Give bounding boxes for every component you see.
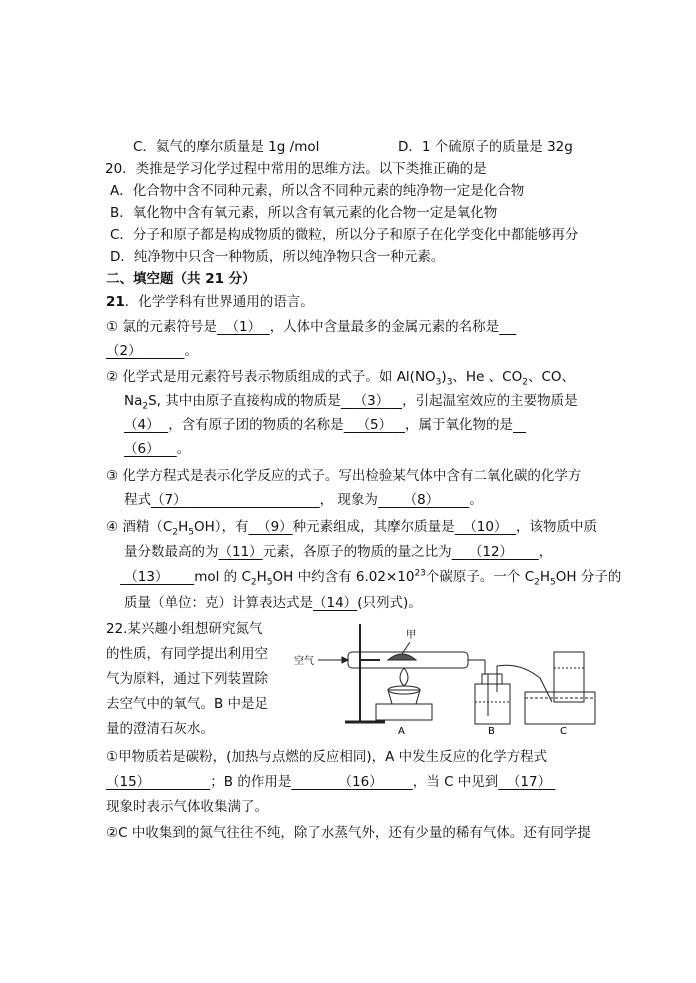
blank-13[interactable]: （13） xyxy=(124,569,169,585)
blank-7[interactable]: （7） xyxy=(151,492,187,508)
q22-part1-line2: （15） ；B 的作用是 （16） ，当 C 中见到 （17） xyxy=(106,773,555,791)
q20-stem: 20．类推是学习化学过程中常用的思维方法。以下类推正确的是 xyxy=(105,161,487,177)
q21-part4-line3: （13） mol 的 $C_2H_5OH$ 中约含有 $6.02\times 10^{23}$个碳原子。一个 $C_2H_5OH$ 分子的 xyxy=(120,568,621,586)
label-c: C xyxy=(560,726,567,737)
q21-part2-line1: ② 化学式是用元素符号表示物质组成的式子。如 $Al(NO_3)_3$、He 、$CO_2$、CO、 xyxy=(106,369,576,388)
blank-3[interactable]: （3） xyxy=(353,393,390,409)
q21-part1-line1: ① 氯的元素符号是 （1） ，人体中含量最多的金属元素的名称是 xyxy=(106,319,500,335)
blank-11[interactable]: （11） xyxy=(218,544,263,560)
q20-option-b: B．氧化物中含有氧元素，所以含有氧元素的化合物一定是氧化物 xyxy=(110,205,498,221)
blank-1[interactable]: （1） xyxy=(225,319,262,335)
q22-part1-line3: 现象时表示气体收集满了。 xyxy=(106,799,268,815)
blank-8[interactable]: （8） xyxy=(403,492,440,508)
q21-part4-line2: 量分数最高的为（11）元素，各原子的物质的量之比为 （12） ， xyxy=(124,544,553,560)
q22-intro-line3: 气为原料，通过下列装置除 xyxy=(106,671,268,687)
q21-part2-line2: $Na_2S$, 其中由原子直接构成的物质是 （3） ，引起温室效应的主要物质是 xyxy=(124,393,578,412)
q22-intro-line1: 22.某兴趣小组想研究氮气 xyxy=(106,621,263,637)
blank-12[interactable]: （12） xyxy=(468,544,514,560)
section-title: 二、填空题（共 21 分） xyxy=(106,271,256,287)
label-a: A xyxy=(398,726,405,737)
q21-part3-line1: ③ 化学方程式是表示化学反应的式子。写出检验某气体中含有二氧化碳的化学方 xyxy=(106,468,582,484)
q22-intro-line2: 的性质，有同学提出利用空 xyxy=(106,646,268,662)
label-b: B xyxy=(488,726,495,737)
blank-16[interactable]: （16） xyxy=(338,774,383,790)
q22-intro-line5: 量的澄清石灰水。 xyxy=(106,721,214,737)
blank-17[interactable]: （17） xyxy=(506,774,552,790)
q21-part1-line2: （2） 。 xyxy=(106,343,199,359)
q21-part4-line1: ④ 酒精$(C_2H_5OH)$，有 （9）种元素组成，其摩尔质量是 （10） ，该物质中质 xyxy=(106,519,598,538)
blank-9[interactable]: （9） xyxy=(257,519,293,535)
q19-option-c: C．氦气的摩尔质量是 1g /mol xyxy=(133,139,320,155)
q21-part4-line4: 质量（单位：克）计算表达式是（14）(只列式)。 xyxy=(124,595,422,611)
q20-option-c: C．分子和原子都是构成物质的微粒，所以分子和原子在化学变化中都能够再分 xyxy=(110,227,579,243)
q21-part2-line3: （4） ，含有原子团的物质的名称是 （5） ，属于氧化物的是 xyxy=(124,417,514,433)
q22-part1-line1: ①甲物质若是碳粉，(加热与点燃的反应相同)，A 中发生反应的化学方程式 xyxy=(106,749,548,765)
blank-4[interactable]: （4） xyxy=(124,417,160,433)
q21-part2-line4: （6） 。 xyxy=(124,441,191,457)
q22-intro-line4: 去空气中的氧气。B 中是足 xyxy=(106,696,269,712)
air-label: 空气 xyxy=(294,656,314,667)
jia-label: 甲 xyxy=(406,630,416,641)
blank-14[interactable]: （14） xyxy=(313,595,358,611)
q20-option-a: A．化合物中含不同种元素，所以含不同种元素的纯净物一定是化合物 xyxy=(110,183,525,199)
blank-5[interactable]: （5） xyxy=(356,417,393,433)
blank-2[interactable]: （2） xyxy=(106,343,142,359)
q21-stem: 21．化学学科有世界通用的语言。 xyxy=(106,294,314,310)
q22-part2-line1: ②C 中收集到的氮气往往不纯，除了水蒸气外，还有少量的稀有气体。还有同学提 xyxy=(106,825,591,841)
blank-10[interactable]: （10） xyxy=(463,519,508,535)
q20-option-d: D．纯净物中只含一种物质，所以纯净物只含一种元素。 xyxy=(110,249,445,265)
q19-option-d: D．1 个硫原子的质量是 32g xyxy=(398,139,573,155)
apparatus-diagram xyxy=(290,612,600,737)
q21-part3-line2: 程式（7） ， 现象为 （8） 。 xyxy=(124,492,483,508)
blank-6[interactable]: （6） xyxy=(124,441,160,457)
blank-15[interactable]: （15） xyxy=(106,774,151,790)
